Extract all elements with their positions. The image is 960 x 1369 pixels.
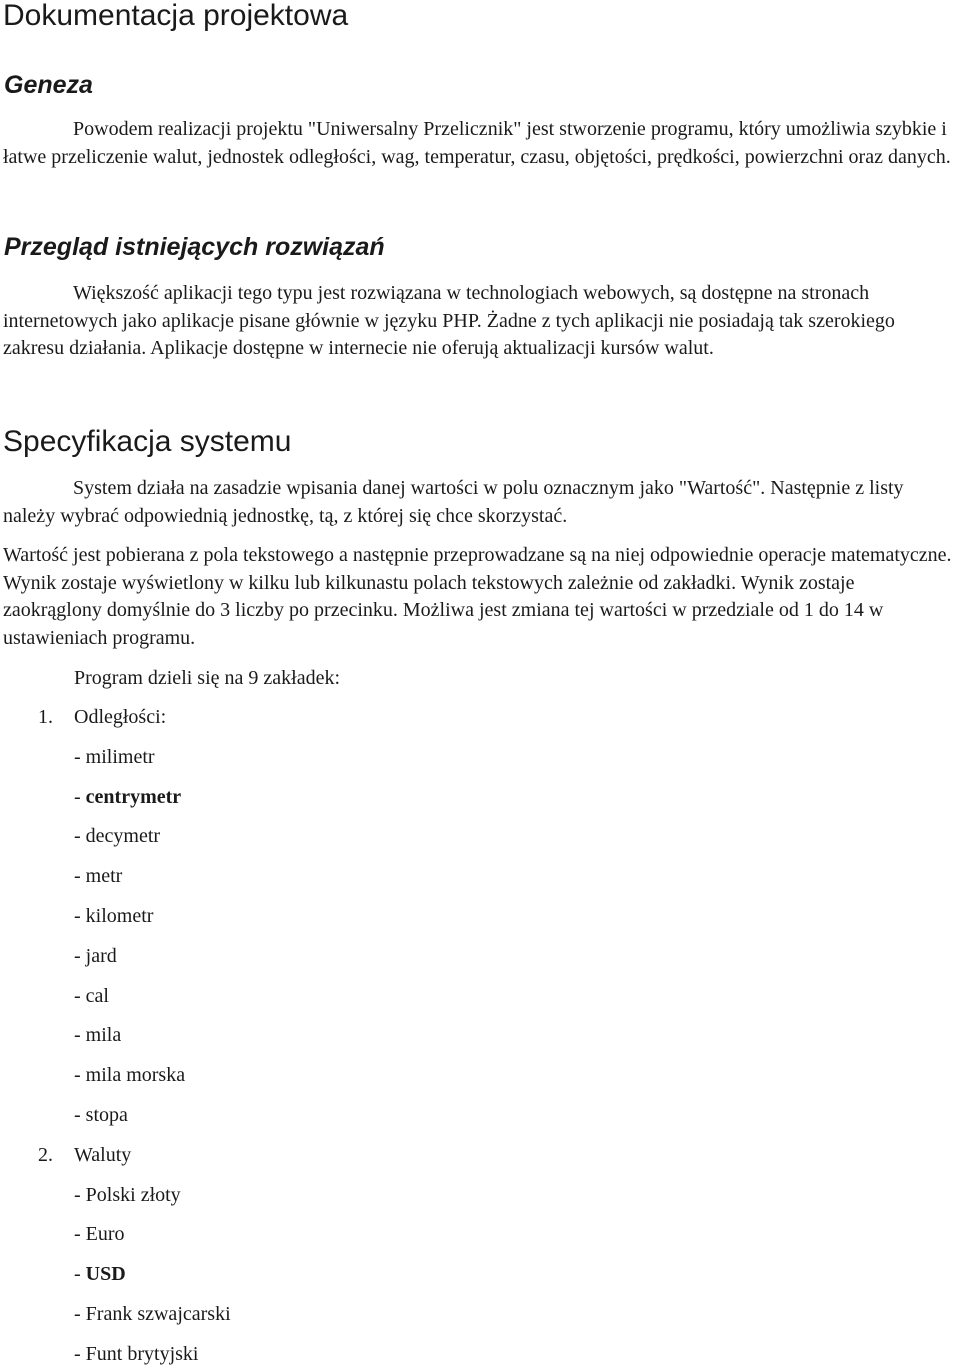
list-item [74,1102,128,1129]
list-item [74,1022,121,1049]
list-item-text: jard [85,944,117,967]
list-item [74,823,160,850]
list-item [74,1221,125,1248]
list-item-dash: - [74,1223,86,1246]
list-item-text: centrymetr [85,785,182,808]
list-item-dash: - [74,745,86,768]
section-heading-przeglad: Przegląd istniejących rozwiązań [4,233,385,261]
list-item-dash: - [74,1263,86,1286]
list-item-text: Frank szwajcarski [85,1303,231,1325]
list-item-text: cal [85,984,109,1007]
specyfikacja-paragraph-2: Wartość jest pobierana z pola tekstowego a następnie przeprowadzane są na niej odpowiednie operacje matematyczne. Wynik zostaje wyświetlony w kilku lub kilkunastu polach tekstowych zależnie od zakładki. Wynik zostaje zaokrąglony domyślnie do 3 liczby po przecinku. Możliwa jest zmiana tej wartości w przedziale od 1 do 14 w ustawieniach programu. [3,544,952,649]
list-item-text: Euro [85,1223,125,1246]
list-item [74,863,122,890]
list-item-text: mila [85,1024,122,1047]
list-item [74,744,155,771]
list-item-dash: - [74,905,86,927]
list-item [74,943,117,970]
list-item-dash: - [74,944,86,967]
list-number: 1. [38,706,53,728]
document-title: Dokumentacja projektowa [3,0,349,32]
specyfikacja-paragraph-1: System działa na zasadzie wpisania danej wartości w polu oznacznym jako "Wartość". Następnie z listy należy wybrać odpowiednią jednostkę, tą, z której się chce skorzystać. [3,477,904,527]
list-item-text: Polski złoty [85,1183,181,1206]
list-item-dash: - [74,1024,86,1047]
list-item-dash: - [74,865,86,888]
list-item-dash: - [74,825,86,848]
list-item-text: stopa [85,1104,128,1126]
list-item-text: decymetr [85,825,161,848]
przeglad-paragraph: Większość aplikacji tego typu jest rozwiązana w technologiach webowych, są dostępne na stronach internetowych jako aplikacje pisane głównie w języku PHP. Żadne z tych aplikacji nie posiadają tak szerokiego zakresu działania. Aplikacje dostępne w internecie nie oferują aktualizacji kursów walut. [3,282,895,359]
list-item [74,1301,231,1328]
list-item-text: mila morska [85,1064,186,1087]
list-item-text: kilometr [85,905,154,927]
list-item-dash: - [74,1104,86,1126]
list-item-dash: - [74,1183,86,1206]
list-item-dash: - [74,984,86,1007]
geneza-paragraph: Powodem realizacji projektu "Uniwersalny Przelicznik" jest stworzenie programu, który umożliwia szybkie i łatwe przeliczenie walut, jednostek odległości, wag, temperatur, czasu, objętości, prędkości, powierzchni oraz danych. [3,118,951,168]
list-item [74,1341,198,1368]
list-item-text: metr [85,865,123,888]
list-item-dash: - [74,1303,86,1325]
list-item [74,1062,185,1089]
list-item [74,983,109,1010]
list-item [74,1182,181,1209]
list-group-label: Waluty [74,1143,132,1166]
list-group-label: Odległości: [74,706,167,728]
list-item [74,784,181,811]
list-item-text: USD [85,1263,126,1286]
list-item-dash: - [74,1342,86,1365]
list-item-dash: - [74,785,86,808]
list-item-text: milimetr [85,745,155,768]
section-heading-geneza: Geneza [4,71,93,99]
list-item [74,903,153,930]
section-heading-specyfikacja: Specyfikacja systemu [3,425,292,458]
tabs-intro: Program dzieli się na 9 zakładek: [74,667,341,689]
list-item-dash: - [74,1064,86,1087]
list-item-text: Funt brytyjski [85,1342,199,1365]
list-number: 2. [38,1143,53,1166]
list-item [74,1261,126,1288]
